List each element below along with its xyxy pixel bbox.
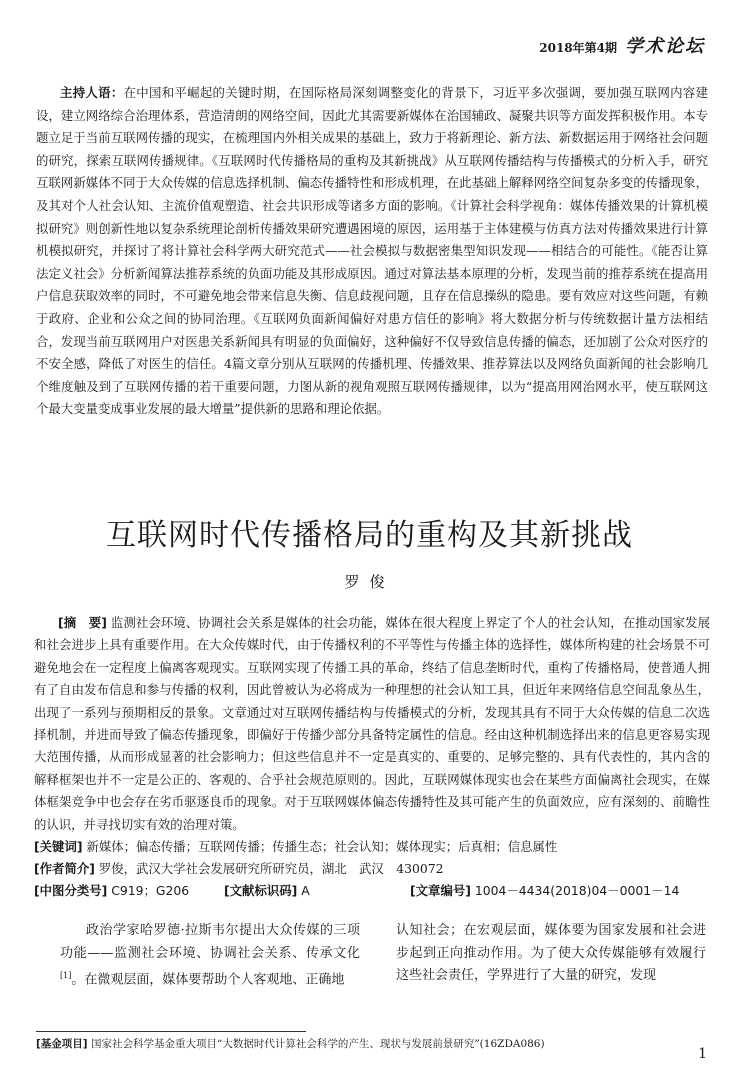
author-info-text: 罗俊，武汉大学社会发展研究所研究员，湖北 武汉 430072: [98, 861, 444, 876]
article-author: 罗俊: [344, 573, 395, 591]
abstract-label: [摘 要]: [58, 615, 107, 630]
footnote-divider: [36, 1031, 306, 1032]
clc-label: [中图分类号]: [34, 883, 108, 898]
author-info: [34, 858, 710, 880]
abstract: [34, 612, 710, 836]
body-left-text: 政治学家哈罗德·拉斯韦尔提出大众传媒的三项功能——监测社会环境、协调社会关系、传承文化: [60, 923, 360, 961]
keywords: [34, 836, 710, 858]
host-note: [36, 82, 708, 421]
host-note-lead: 主持人语：: [60, 85, 124, 100]
citation-ref[interactable]: [1]: [60, 971, 72, 981]
body-column-right: 认知社会；在宏观层面，媒体要为国家发展和社会进步起到正向推动作用。为了使大众传媒能够有效履行这些社会责任，学界进行了大量的研究，发现: [396, 923, 706, 984]
body-column-left: [60, 920, 360, 992]
abstract-text: 监测社会环境、协调社会关系是媒体的社会功能，媒体在很大程度上界定了个人的社会认知，在推动国家发展和社会进步上具有重要作用。在大众传媒时代，由于传播权利的不平等性与传播主体的选择性，媒体所构建的社会场景不可避免地会在一定程度上偏离客观现实。互联网实现了传播工具的革命，终结了信息垄断时代，重构了传播格局，使普通人拥有了自由发布信息和参与传播的权利，因此曾被认为必将成为一种理想的社会认知工具，但近年来网络信息空间乱象丛生，出现了一系列与预期相反的景象。文章通过对互联网传播结构与传播模式的分析，发现其具有不同于大众传媒的信息二次选择机制，并进而导致了偏态传播现象，即偏好于传播少部分具备特定属性的信息。经由这种机制选择出来的信息更容易实现大范围传播，从而形成显著的社会影响力；但这些信息并不一定是真实的、重要的、足够完整的、具有代表性的，其内含的解释框架也并不一定是公正的、客观的、合乎社会规范原则的。因此，互联网媒体现实也会在某些方面偏离社会现实，在媒体框架竞争中也会存在劣币驱逐良币的现象。对于互联网媒体偏态传播特性及其可能产生的负面效应，应有深刻的、前瞻性的认识，并寻找切实有效的治理对策。: [34, 615, 710, 832]
doc-code-label: [文献标识码]: [224, 883, 298, 898]
fund-footnote: [36, 1036, 545, 1051]
host-note-text: 在中国和平崛起的关键时期，在国际格局深刻调整变化的背景下，习近平多次强调，要加强互联网内容建设，建立网络综合治理体系，营造清朗的网络空间，因此尤其需要新媒体在治国辅政、凝聚共识等方面发挥积极作用。本专题立足于当前互联网传播的现实，在梳理国内外相关成果的基础上，致力于将新理论、新方法、新数据运用于网络社会问题的研究，探索互联网传播规律。《互联网时代传播格局的重构及其新挑战》从互联网传播结构与传播模式的分析入手，研究互联网新媒体不同于大众传媒的信息选择机制、偏态传播特性和形成机理，在此基础上解释网络空间复杂多变的传播现象，及其对个人社会认知、主流价值观塑造、社会共识形成等诸多方面的影响。《计算社会科学视角：媒体传播效果的计算机模拟研究》则创新性地以复杂系统理论剖析传播效果研究遭遇困境的原因，运用基于主体建模与仿真方法对传播效果进行计算机模拟研究，并探讨了将计算社会科学两大研究范式——社会模拟与数据密集型知识发现——相结合的可能性。《能否让算法定义社会》分析新闻算法推荐系统的负面功能及其形成原因。通过对算法基本原理的分析，发现当前的推荐系统在提高用户信息获取效率的同时，不可避免地会带来信息失衡、信息歧视问题，且存在信息操纵的隐患。要有效应对这些问题，有赖于政府、企业和公众之间的协同治理。《互联网负面新闻偏好对患方信任的影响》将大数据分析与传统数据计量方法相结合，发现当前互联网用户对医患关系新闻具有明显的负面偏好，这种偏好不仅导致信息传播的偏态，还加剧了公众对医疗的不安全感，降低了对医生的信任。4篇文章分别从互联网的传播机理、传播效果、推荐算法以及网络负面新闻的社会影响几个维度触及到了互联网传播的若干重要问题，力图从新的视角观照互联网传播规律，以为“提高用网治网水平，使互联网这个最大变量变成事业发展的最大增量”提供新的思路和理论依据。: [36, 85, 709, 417]
page-number: 1: [698, 1046, 707, 1062]
article-number-label: [文章编号]: [410, 883, 471, 898]
body-left-text-2: 。在微观层面，媒体要帮助个人客观地、正确地: [71, 972, 345, 988]
article-number-value: 1004－4434(2018)04－0001－14: [474, 883, 680, 898]
author-info-label: [作者简介]: [34, 861, 95, 876]
fund-text: 国家社会科学基金重大项目“大数据时代计算社会科学的产生、现状与发展前景研究”(16ZDA086): [90, 1038, 545, 1050]
article-title: 互联网时代传播格局的重构及其新挑战: [106, 518, 633, 553]
keywords-text: 新媒体；偏态传播；互联网传播；传播生态；社会认知；媒体现实；后真相；信息属性: [86, 839, 558, 854]
journal-name: 学术论坛: [625, 36, 705, 57]
clc-value: C919；G206: [111, 883, 190, 898]
doc-code-value: A: [301, 883, 310, 898]
page-header: [539, 32, 705, 58]
fund-label: [基金项目]: [36, 1038, 88, 1050]
classification-row: [34, 880, 710, 902]
keywords-label: [关键词]: [34, 839, 83, 854]
issue-label: 2018年第4期: [539, 41, 617, 55]
